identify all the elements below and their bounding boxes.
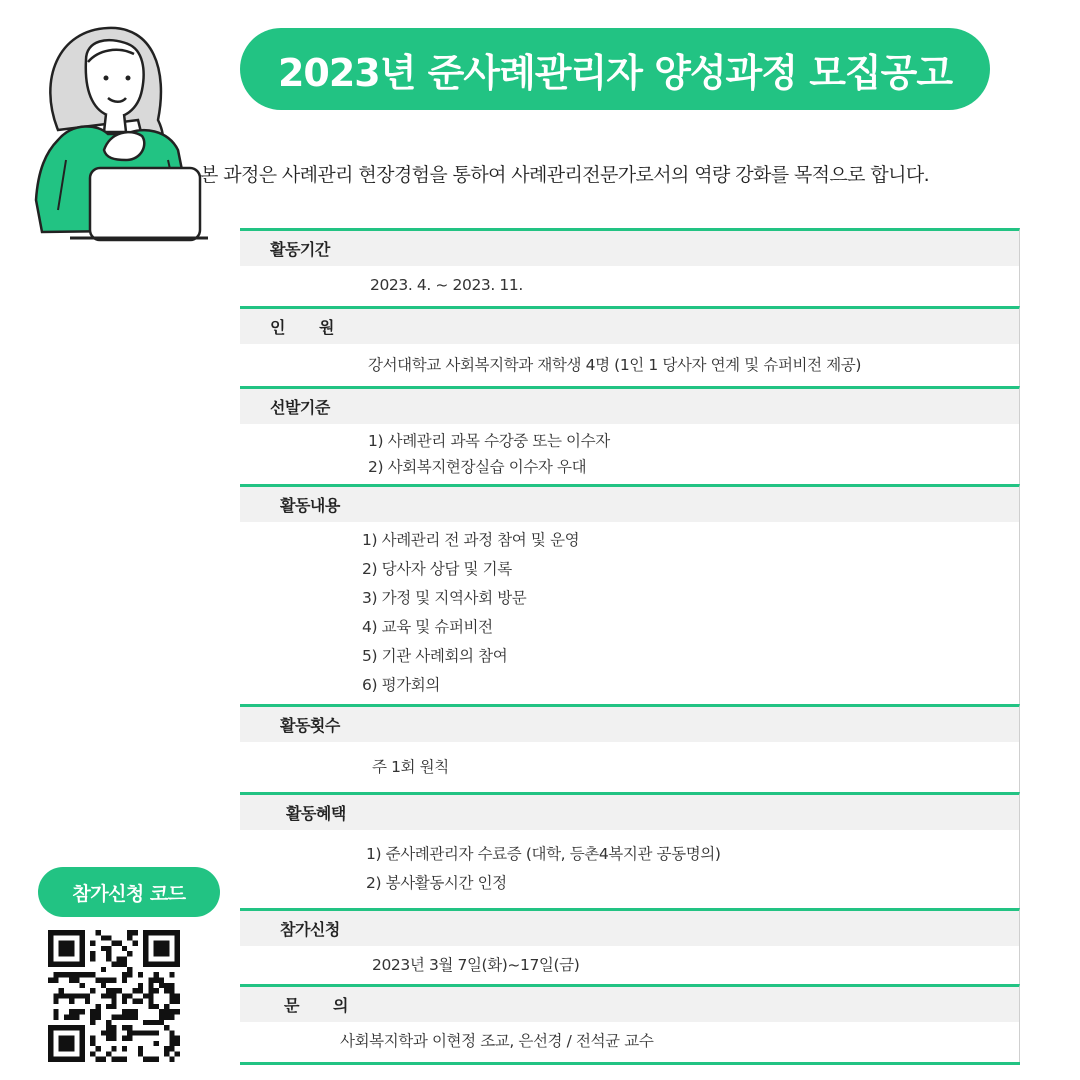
section-content-application: [240, 946, 1020, 984]
section-header-application: 참가신청: [240, 908, 1020, 946]
section-header-period: 활동기간: [240, 228, 1020, 266]
content-line: 1) 사례관리 전 과정 참여 및 운영: [362, 531, 580, 549]
woman-with-laptop-illustration: [18, 10, 248, 250]
info-table: [240, 228, 1020, 1065]
section-header-benefits: 활동혜택: [240, 792, 1020, 830]
section-header-activities: 활동내용: [240, 484, 1020, 522]
content-line: 강서대학교 사회복지학과 재학생 4명 (1인 1 당사자 연계 및 슈퍼비전 제공): [368, 356, 861, 374]
content-line: 주 1회 원칙: [372, 758, 449, 776]
content-line: 5) 기관 사례회의 참여: [362, 647, 508, 665]
content-line: 2023년 3월 7일(화)~17일(금): [372, 956, 580, 974]
page-title: [240, 28, 990, 110]
content-line: 2) 봉사활동시간 인정: [366, 874, 507, 892]
qr-code-icon[interactable]: [48, 930, 180, 1062]
table-bottom-border: [240, 1062, 1020, 1065]
content-line: 2) 사회복지현장실습 이수자 우대: [368, 458, 587, 476]
content-line: 3) 가정 및 지역사회 방문: [362, 589, 527, 607]
section-content-activities: [240, 522, 1020, 704]
section-content-benefits: [240, 830, 1020, 908]
section-content-period: [240, 266, 1020, 306]
apply-code-label: 참가신청 코드: [72, 882, 186, 905]
content-line: 4) 교육 및 슈퍼비전: [362, 618, 493, 636]
content-line: 6) 평가회의: [362, 676, 440, 694]
content-line: 1) 사례관리 과목 수강중 또는 이수자: [368, 432, 610, 450]
section-content-criteria: [240, 424, 1020, 484]
content-line: 2023. 4. ~ 2023. 11.: [370, 276, 523, 294]
section-header-personnel: 인 원: [240, 306, 1020, 344]
section-header-criteria: 선발기준: [240, 386, 1020, 424]
section-header-inquiry: 문 의: [240, 984, 1020, 1022]
apply-code-badge: [38, 867, 220, 917]
content-line: 1) 준사례관리자 수료증 (대학, 등촌4복지관 공동명의): [366, 845, 721, 863]
intro-text: 본 과정은 사례관리 현장경험을 통하여 사례관리전문가로서의 역량 강화를 목적으로 합니다.: [200, 164, 930, 186]
content-line: 사회복지학과 이현정 조교, 은선경 / 전석균 교수: [340, 1032, 654, 1050]
section-content-personnel: [240, 344, 1020, 386]
content-line: 2) 당사자 상담 및 기록: [362, 560, 512, 578]
section-header-frequency: 활동횟수: [240, 704, 1020, 742]
section-content-inquiry: [240, 1022, 1020, 1062]
page-title-text: 2023년 준사례관리자 양성과정 모집공고: [277, 50, 953, 95]
section-content-frequency: [240, 742, 1020, 792]
